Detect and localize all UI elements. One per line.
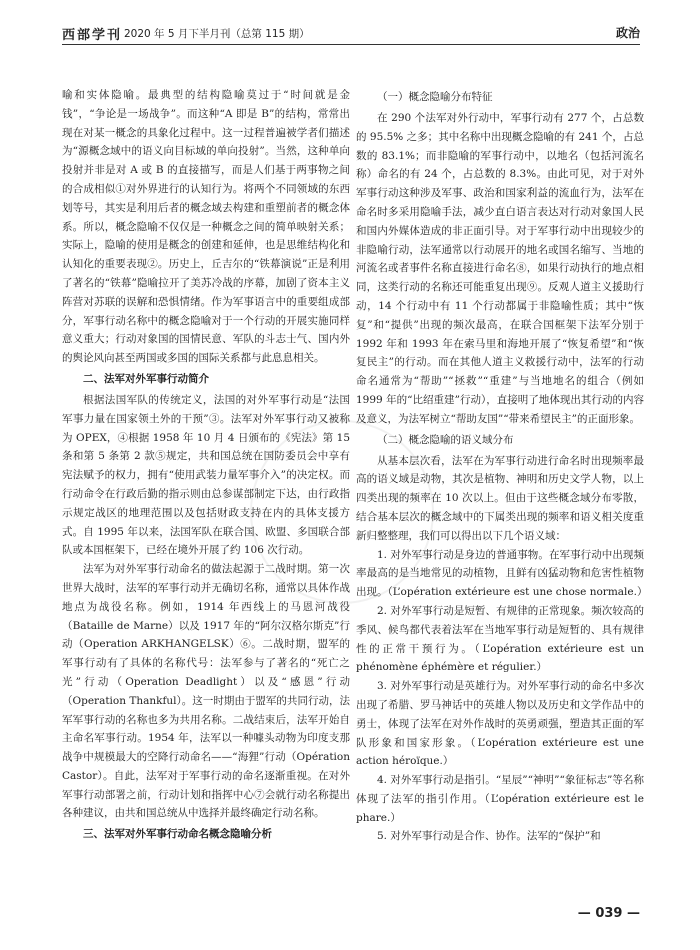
paragraph: 法军为对外军事行动命名的做法起源于二战时期。第一次世界大战时，法军的军事行动并无确切名称，通常以具体作战地点为战役名称。例如，1914 年西线上的马恩河战役（Bataille de Marne）以及 1917 年的“阿尔汉格尔斯克”行动（Operation ARKHANGELSK）⑥。二战时期，盟军的军事行动有了具体的名称代号：法军参与了著名的“死亡之光”行动（Operation Deadlight）以及“感恩”行动（Operation Thankful）。这一时期由于盟军的共同行动，法军军事行动的名称也多为共用名称。二战结束后，法军开始自主命名军事行动。1954 年，法军以一种噱头动物为印度支那战争中规模最大的空降行动命名——“海狸”行动（Opération Castor）。自此，法军对于军事行动的命名逐渐重视。在对外军事行动部署之前，行动计划和指挥中心⑦会就行动名称提出各种建议，由共和国总统从中选择并最终确定行动名称。 (62, 563, 350, 820)
list-item: 2. 对外军事行动是短暂、有规律的正常现象。频次较高的季风、候鸟都代表着法军在当地军事行动是短暂的、具有规律性的正常干预行为。（L’opération extérieure est un phénomène éphémère et régulier.） (356, 604, 644, 674)
section-label: 政治 (615, 26, 640, 40)
journal-logo: 西部学刊 (62, 28, 123, 43)
left-column (62, 86, 350, 846)
page-header (62, 22, 640, 45)
paragraph: 从基本层次看，法军在为军事行动进行命名时出现频率最高的语义域是动物，其次是植物、神明和历史文学人物，以上四类出现的频率在 10 次以上。但由于这些概念域分布零散，结合基本层次的概念域中的下属类出现的频率和语义相关度重新归整整理，我们可以得出以下几个语义域： (356, 454, 644, 542)
subsection-heading: （二）概念隐喻的语义域分布 (377, 433, 514, 446)
issue-info: 2020 年 5 月下半月刊（总第 115 期） (124, 28, 310, 40)
section-heading: 三、法军对外军事行动命名概念隐喻分析 (83, 828, 272, 841)
section-heading: 二、法军对外军事行动简介 (83, 372, 209, 385)
paragraph: 喻和实体隐喻。最典型的结构隐喻莫过于“时间就是金钱”，“争论是一场战争”。而这种“A 即是 B”的结构，常常出现在对某一概念的具象化过程中。这一过程普遍被学者们描述为“源概念域中的语义向目标域的单向投射”。当然，这种单向投射并非是对 A 或 B 的直接描写，而是人们基于两事物之间的合成相似①对外界进行的认知行为。将两个不同领域的东西划等号，其实是利用后者的概念域去构建和重塑前者的概念体系。所以，概念隐喻不仅仅是一种概念之间的简单映射关系；实际上，隐喻的使用是概念的创建和延伸，也是思维结构化和认知化的重要表现②。历史上，丘吉尔的“铁幕演说”正是利用了著名的“铁幕”隐喻拉开了美苏冷战的序幕，加剧了资本主义阵营对苏联的误解和恐惧情绪。作为军事语言中的重要组成部分，军事行动名称中的概念隐喻对于一个行动的开展实施同样意义重大；行动对象国的国情民意、军队的斗志士气、国内外的舆论风向甚至两国或多国的国际关系都与此息息相关。 (62, 89, 350, 365)
paragraph: 根据法国军队的传统定义，法国的对外军事行动是“法国军事力量在国家领土外的干预”③。法军对外军事行动又被称为 OPEX，④根据 1958 年 10 月 4 日颁布的《宪法》第 15 条和第 5 条第 2 款⑤规定，共和国总统在国防委员会中享有宪法赋予的权力，拥有“使用武装力量军事介入”的决定权。而行动命令在行政后勤的指示则由总参谋部制定下达，由行政指示规定战区的地理范围以及包括财政支持在内的具体支援方式。自 1995 年以来，法国军队在联合国、欧盟、多国联合部队或本国框架下，已经在境外开展了约 106 次行动。 (62, 393, 350, 557)
list-item: 1. 对外军事行动是身边的普通事物。在军事行动中出现频率最高的是当地常见的动植物，且鲜有凶猛动物和危害性植物出现。（L’opération extérieure est une chose normale.） (356, 548, 648, 599)
page-number: — 039 — (577, 906, 640, 921)
subsection-heading: （一）概念隐喻分布特征 (377, 91, 493, 103)
list-item: 5. 对外军事行动是合作、协作。法军的“保护”和 (377, 830, 601, 843)
right-column (356, 86, 648, 846)
list-item: 4. 对外军事行动是指引。“星辰”“神明”“象征标志”等名称体现了法军的指引作用。（L’opération extérieure est le phare.） (356, 774, 644, 824)
list-item: 3. 对外军事行动是英雄行为。对外军事行动的命名中多次出现了希腊、罗马神话中的英雄人物以及历史和文学作品中的勇士，体现了法军在对外作战时的英勇顽强，塑造其正面的军队形象和国家形象。（L’opération extérieure est une action héroïque.） (356, 680, 644, 768)
paragraph: 在 290 个法军对外行动中，军事行动有 277 个，占总数的 95.5% 之多；其中名称中出现概念隐喻的有 241 个，占总数的 83.1%；而非隐喻的军事行动中，以地名（包括河流名称）命名的有 24 个，占总数的 8.3%。由此可见，对于对外军事行动这种涉及军事、政治和国家利益的流血行为，法军在命名时多采用隐喻手法，减少直白语言表达对行动对象国人民和国内外媒体造成的非正面引导。对于军事行动中出现较少的非隐喻行动，法军通常以行动展开的地名或国名缩写、当地的河流名或者事件名称直接进行命名⑧，如果行动执行的地点相同，这类行动的名称还可能重复出现⑨。反观人道主义援助行动，14 个行动中有 11 个行动都属于非隐喻性质；其中“恢复”和“提供”出现的频次最高，在联合国框架下法军分别于 1992 年和 1993 年在索马里和海地开展了“恢复希望”和“恢复民主”的行动。而在其他人道主义救援行动中，法军的行动命名通常为“帮助”“拯救”“重建”与当地地名的组合（例如 1999 年的“比绍重建”行动），直接明了地体现出其行动的内容及意义，为法军树立“帮助友国”“带来希望民主”的正面形象。 (356, 112, 644, 425)
